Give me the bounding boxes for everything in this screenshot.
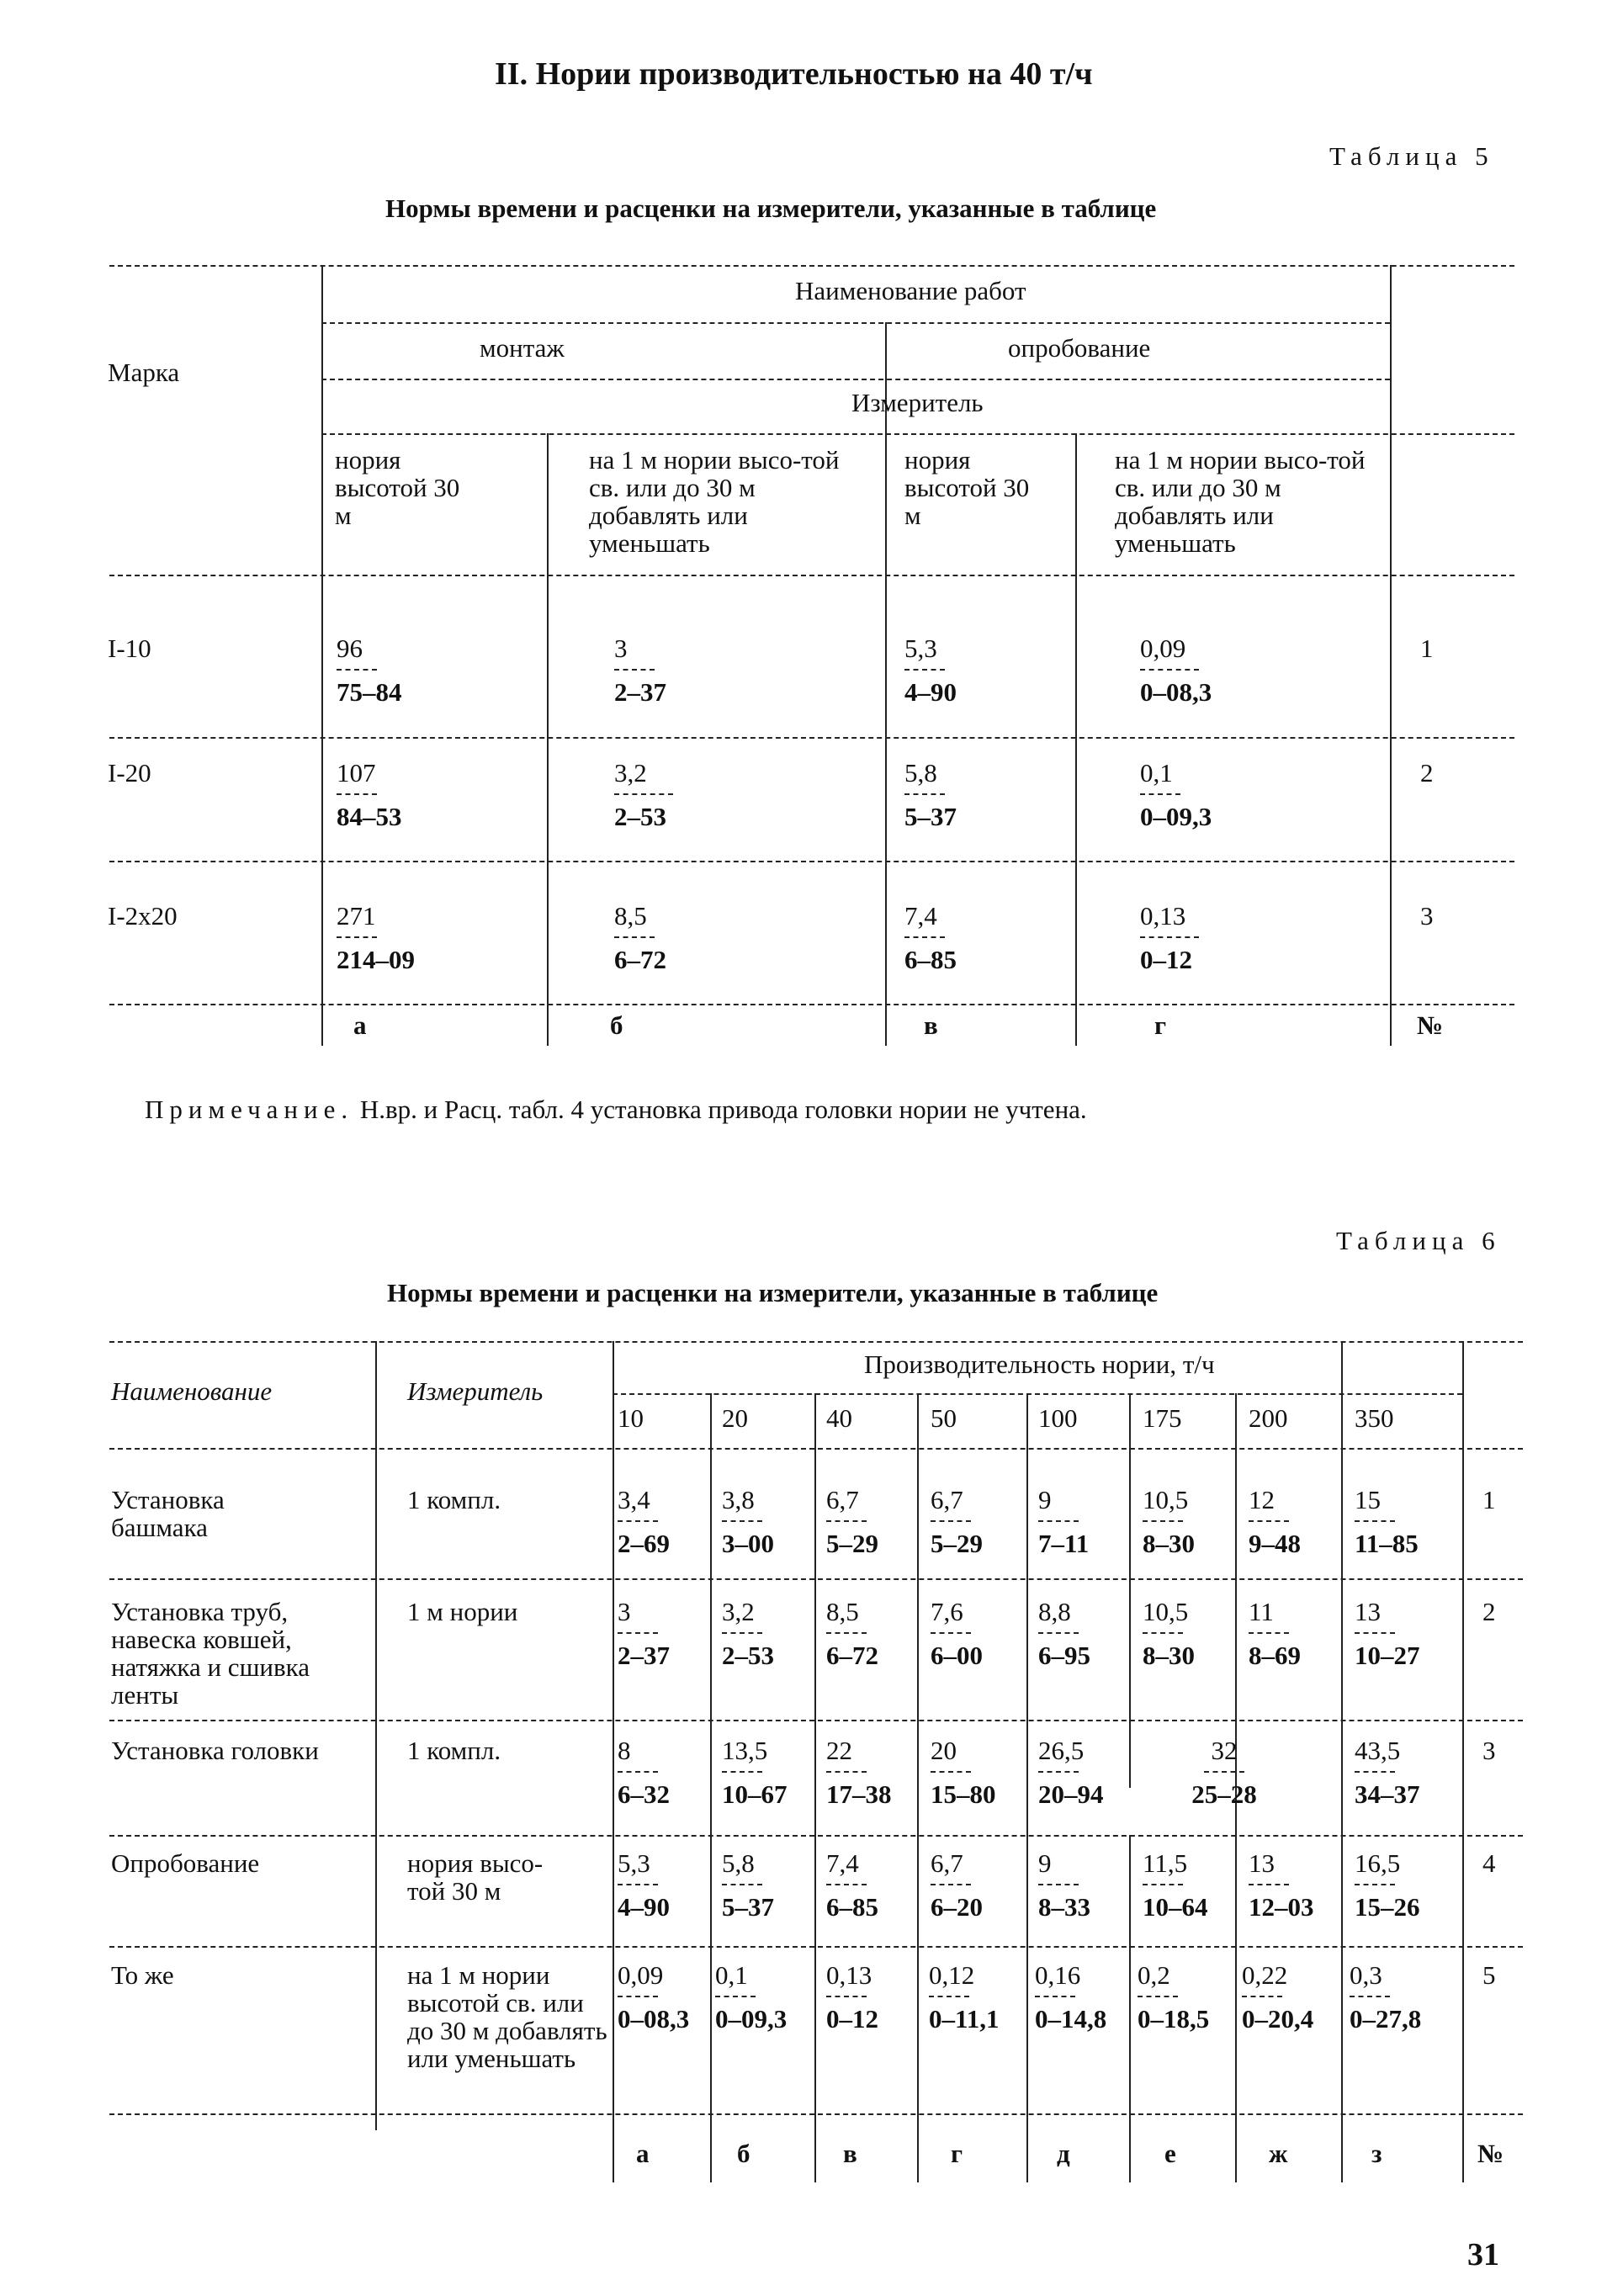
norm-time: 3,2 [722, 1597, 755, 1626]
rate: 17–38 [826, 1779, 892, 1809]
norm-time: 10,5 [1143, 1597, 1189, 1626]
t6-row5-cell-1 [618, 1961, 689, 2034]
norm-time: 13 [1355, 1597, 1381, 1626]
norm-time: 13,5 [722, 1736, 768, 1765]
rate: 0–18,5 [1138, 2004, 1210, 2034]
t5-vline-5 [1390, 265, 1392, 1046]
t6-row3-cell-8 [1355, 1737, 1420, 1809]
t5-head-add1: на 1 м нории высо-той св. или до 30 м добавлять или уменьшать [589, 445, 840, 558]
rate: 0–08,3 [618, 2004, 690, 2034]
rate: 5–37 [904, 802, 957, 831]
rate: 2–37 [614, 677, 666, 707]
norm-time: 3 [614, 634, 628, 663]
t6-row2-cell-3 [826, 1598, 878, 1670]
t5-row1-cell-a [337, 634, 402, 707]
table5-caption: Нормы времени и расценки на измерители, указанные в таблице [385, 194, 1157, 223]
t5-vline-1 [321, 265, 323, 1046]
rate: 2–37 [618, 1641, 670, 1670]
t5-footer-a: а [353, 1010, 367, 1040]
t6-row3-no: 3 [1482, 1736, 1496, 1765]
t6-row1-cell-5 [1038, 1486, 1089, 1558]
t6-row3-cell-5 [1038, 1737, 1104, 1809]
t6-col-6: 175 [1143, 1403, 1182, 1433]
t5-rule-meas [321, 433, 1514, 435]
rate: 0–11,1 [929, 2004, 1000, 2034]
t6-rule-perf [613, 1393, 1462, 1395]
t6-footer-no: № [1477, 2139, 1504, 2168]
rate: 84–53 [337, 802, 402, 831]
norm-time: 3,4 [618, 1485, 650, 1514]
rate: 6–20 [931, 1892, 983, 1922]
t5-vline-4 [1075, 433, 1077, 1046]
t5-head-montazh: монтаж [480, 333, 565, 363]
norm-time: 0,3 [1350, 1960, 1382, 1990]
t6-vline-c7 [1341, 1341, 1343, 2182]
t6-vline-c5 [1129, 1393, 1131, 1788]
norm-time: 3 [618, 1597, 631, 1626]
t5-rule-r2 [109, 861, 1514, 862]
rate: 5–29 [826, 1529, 878, 1558]
t6-row1-cell-2 [722, 1486, 774, 1558]
norm-time: 5,8 [722, 1848, 755, 1878]
t6-footer-e: е [1164, 2139, 1176, 2168]
t6-row1-cell-1 [618, 1486, 670, 1558]
t6-vline-c3 [917, 1393, 919, 2182]
t6-row2-cell-7 [1249, 1598, 1301, 1670]
rate: 4–90 [618, 1892, 670, 1922]
t6-rule-top [109, 1341, 1523, 1343]
t5-head-add2: на 1 м нории высо-той св. или до 30 м добавлять или уменьшать [1115, 445, 1366, 558]
t5-row1-cell-b [614, 634, 666, 707]
t5-footer-b: б [610, 1010, 623, 1040]
t5-vline-2 [547, 433, 549, 1046]
t6-row5-cell-8 [1350, 1961, 1421, 2034]
t6-rule-r2 [109, 1720, 1523, 1721]
t6-head-name: Наименование [111, 1376, 273, 1406]
norm-time: 0,1 [1140, 758, 1173, 787]
t5-rule-head [109, 575, 1514, 576]
t5-row3-cell-b [614, 902, 666, 974]
t6-row5-cell-3 [826, 1961, 878, 2034]
rate: 3–00 [722, 1529, 774, 1558]
note-label: Примечание. [145, 1095, 354, 1124]
t6-row4-cell-4 [931, 1849, 983, 1922]
t6-row5-cell-6 [1138, 1961, 1209, 2034]
t6-footer-zh: ж [1269, 2139, 1288, 2168]
t6-col-5: 100 [1038, 1403, 1078, 1433]
t5-rule-works [321, 322, 1390, 324]
t5-row3-cell-a [337, 902, 415, 974]
t6-vline-c4 [1026, 1393, 1028, 2182]
norm-time: 8,5 [826, 1597, 859, 1626]
t6-row1-cell-6 [1143, 1486, 1195, 1558]
t6-row4-cell-8 [1355, 1849, 1420, 1922]
rate: 6–95 [1038, 1641, 1090, 1670]
rate: 75–84 [337, 677, 402, 707]
note [145, 1095, 1087, 1125]
rate: 6–32 [618, 1779, 670, 1809]
rate: 0–08,3 [1140, 677, 1212, 707]
norm-time: 0,1 [715, 1960, 748, 1990]
t6-footer-a: а [636, 2139, 650, 2168]
norm-time: 271 [337, 901, 376, 931]
t6-row1-cell-4 [931, 1486, 983, 1558]
t6-row3-cell-3 [826, 1737, 892, 1809]
t6-row1-name: Установка башмака [111, 1485, 225, 1542]
norm-time: 5,3 [618, 1848, 650, 1878]
norm-time: 26,5 [1038, 1736, 1085, 1765]
t5-head-marka: Марка [108, 358, 180, 387]
t6-row2-measure: 1 м нории [407, 1597, 518, 1626]
rate: 7–11 [1038, 1529, 1090, 1558]
t6-row2-cell-1 [618, 1598, 670, 1670]
t5-footer-no: № [1417, 1010, 1444, 1040]
t6-col-1: 10 [618, 1403, 644, 1433]
t5-row2-cell-g [1140, 759, 1212, 831]
t6-footer-z: з [1371, 2139, 1382, 2168]
norm-time: 0,13 [1140, 901, 1186, 931]
norm-time: 6,7 [931, 1485, 963, 1514]
rate: 25–28 [1191, 1779, 1257, 1809]
t6-footer-v: в [843, 2139, 857, 2168]
rate: 2–53 [722, 1641, 774, 1670]
t5-head-oprobovanie: опробование [1008, 333, 1151, 363]
t6-row1-cell-8 [1355, 1486, 1419, 1558]
rate: 15–26 [1355, 1892, 1420, 1922]
rate: 5–37 [722, 1892, 774, 1922]
rate: 6–72 [614, 945, 666, 974]
rate: 8–30 [1143, 1641, 1195, 1670]
rate: 2–53 [614, 802, 666, 831]
rate: 34–37 [1355, 1779, 1420, 1809]
t6-row5-name: То же [111, 1960, 174, 1990]
t5-footer-v: в [924, 1010, 938, 1040]
norm-time: 0,13 [826, 1960, 872, 1990]
rate: 4–90 [904, 677, 957, 707]
t6-vline-c8 [1462, 1341, 1464, 2182]
t6-row5-cell-2 [715, 1961, 787, 2034]
norm-time: 13 [1249, 1848, 1275, 1878]
t6-row4-cell-5 [1038, 1849, 1090, 1922]
t5-row3-cell-g [1140, 902, 1199, 974]
rate: 8–33 [1038, 1892, 1090, 1922]
norm-time: 32 [1211, 1736, 1238, 1765]
norm-time: 0,09 [1140, 634, 1186, 663]
t6-row1-cell-3 [826, 1486, 878, 1558]
rate: 15–80 [931, 1779, 996, 1809]
t6-row3-name: Установка головки [111, 1736, 319, 1765]
t6-row4-cell-3 [826, 1849, 878, 1922]
t6-row2-cell-4 [931, 1598, 983, 1670]
rate: 8–69 [1249, 1641, 1301, 1670]
t6-row4-cell-1 [618, 1849, 670, 1922]
norm-time: 7,4 [826, 1848, 859, 1878]
rate: 10–64 [1143, 1892, 1208, 1922]
t6-vline-name [375, 1341, 377, 2130]
t6-col-8: 350 [1355, 1403, 1394, 1433]
table5-label: Таблица 5 [1329, 141, 1494, 171]
norm-time: 7,4 [904, 901, 937, 931]
norm-time: 0,09 [618, 1960, 664, 1990]
norm-time: 16,5 [1355, 1848, 1401, 1878]
rate: 9–48 [1249, 1529, 1301, 1558]
t5-rule-r1 [109, 737, 1514, 739]
t6-row4-measure: нория высо-той 30 м [407, 1848, 544, 1906]
norm-time: 8,5 [614, 901, 647, 931]
t6-col-3: 40 [826, 1403, 852, 1433]
t6-head-measure: Измеритель [407, 1376, 544, 1406]
t6-row5-cell-5 [1035, 1961, 1106, 2034]
norm-time: 96 [337, 634, 363, 663]
t6-rule-head [109, 1448, 1523, 1450]
t5-row1-no: 1 [1420, 634, 1434, 663]
t5-row2-cell-a [337, 759, 402, 831]
t5-rule-r3 [109, 1004, 1514, 1005]
t6-rule-r5 [109, 2113, 1523, 2115]
rate: 12–03 [1249, 1892, 1314, 1922]
page-number: 31 [1467, 2237, 1499, 2272]
norm-time: 5,8 [904, 758, 937, 787]
norm-time: 43,5 [1355, 1736, 1401, 1765]
t5-row3-no: 3 [1420, 901, 1434, 931]
norm-time: 0,2 [1138, 1960, 1170, 1990]
norm-time: 8,8 [1038, 1597, 1071, 1626]
t6-vline-c1 [710, 1393, 712, 2182]
rate: 10–27 [1355, 1641, 1420, 1670]
rate: 6–85 [826, 1892, 878, 1922]
norm-time: 0,12 [929, 1960, 975, 1990]
t6-footer-g: г [951, 2139, 963, 2168]
t5-row1-mark: I-10 [108, 634, 151, 663]
t6-row4-cell-6 [1143, 1849, 1208, 1922]
t6-row2-cell-5 [1038, 1598, 1090, 1670]
norm-time: 5,3 [904, 634, 937, 663]
t6-head-perf: Производительность нории, т/ч [864, 1349, 1215, 1379]
norm-time: 107 [337, 758, 376, 787]
t6-row4-cell-2 [722, 1849, 774, 1922]
rate: 0–27,8 [1350, 2004, 1422, 2034]
t5-rule-top [109, 265, 1514, 267]
rate: 8–30 [1143, 1529, 1195, 1558]
t6-row1-no: 1 [1482, 1485, 1496, 1514]
t6-row4-name: Опробование [111, 1848, 260, 1878]
norm-time: 12 [1249, 1485, 1275, 1514]
norm-time: 3,2 [614, 758, 647, 787]
t6-row1-measure: 1 компл. [407, 1485, 501, 1514]
rate: 0–14,8 [1035, 2004, 1107, 2034]
t5-head-works: Наименование работ [795, 276, 1026, 305]
t6-row1-cell-7 [1249, 1486, 1301, 1558]
t6-row4-no: 4 [1482, 1848, 1496, 1878]
t6-row5-cell-7 [1242, 1961, 1313, 2034]
norm-time: 15 [1355, 1485, 1381, 1514]
norm-time: 6,7 [826, 1485, 859, 1514]
t6-rule-r1 [109, 1578, 1523, 1580]
rate: 6–85 [904, 945, 957, 974]
rate: 2–69 [618, 1529, 670, 1558]
norm-time: 8 [618, 1736, 631, 1765]
norm-time: 10,5 [1143, 1485, 1189, 1514]
t6-row3-cell-merged [1153, 1737, 1296, 1809]
norm-time: 9 [1038, 1485, 1052, 1514]
t6-vline-measure [613, 1341, 614, 2182]
rate: 214–09 [337, 945, 415, 974]
norm-time: 7,6 [931, 1597, 963, 1626]
t6-vline-c5b [1129, 1835, 1131, 2182]
t5-rule-sub [321, 379, 1390, 380]
t6-row2-no: 2 [1482, 1597, 1496, 1626]
t6-row2-cell-2 [722, 1598, 774, 1670]
t5-row1-cell-g [1140, 634, 1212, 707]
rate: 20–94 [1038, 1779, 1104, 1809]
norm-time: 11,5 [1143, 1848, 1188, 1878]
t6-row5-measure: на 1 м нории высотой св. или до 30 м добавлять или уменьшать [407, 1960, 607, 2073]
norm-time: 20 [931, 1736, 957, 1765]
t5-row1-cell-v [904, 634, 957, 707]
section-title: II. Нории производительностью на 40 т/ч [495, 56, 1093, 92]
t6-row5-cell-4 [929, 1961, 1000, 2034]
rate: 11–85 [1355, 1529, 1419, 1558]
t6-row4-cell-7 [1249, 1849, 1314, 1922]
t6-row3-cell-1 [618, 1737, 670, 1809]
rate: 0–12 [826, 2004, 878, 2034]
rate: 5–29 [931, 1529, 983, 1558]
norm-time: 0,16 [1035, 1960, 1081, 1990]
t6-rule-r4 [109, 1946, 1523, 1948]
rate: 10–67 [722, 1779, 788, 1809]
t5-row3-cell-v [904, 902, 957, 974]
t6-row3-cell-4 [931, 1737, 996, 1809]
t6-rule-r3 [109, 1835, 1523, 1837]
t6-col-7: 200 [1249, 1403, 1288, 1433]
t6-col-2: 20 [722, 1403, 748, 1433]
t6-row5-no: 5 [1482, 1960, 1496, 1990]
norm-time: 22 [826, 1736, 852, 1765]
t6-col-4: 50 [931, 1403, 957, 1433]
t5-footer-g: г [1154, 1010, 1167, 1040]
norm-time: 11 [1249, 1597, 1274, 1626]
rate: 0–09,3 [1140, 802, 1212, 831]
t5-head-izmeritel: Измеритель [851, 388, 984, 417]
norm-time: 9 [1038, 1848, 1052, 1878]
note-text: Н.вр. и Расц. табл. 4 установка привода головки нории не учтена. [359, 1095, 1087, 1124]
t5-row2-mark: I-20 [108, 758, 151, 787]
t6-footer-d: д [1057, 2139, 1070, 2168]
t5-head-nor1: нория высотой 30 м [335, 445, 460, 530]
t6-row2-name: Установка труб, навеска ковшей, натяжка и сшивка ленты [111, 1597, 310, 1710]
rate: 0–20,4 [1242, 2004, 1314, 2034]
t6-row2-cell-8 [1355, 1598, 1420, 1670]
norm-time: 0,22 [1242, 1960, 1288, 1990]
t6-row2-cell-6 [1143, 1598, 1195, 1670]
rate: 6–00 [931, 1641, 983, 1670]
t6-footer-b: б [737, 2139, 750, 2168]
t5-head-nor2: нория высотой 30 м [904, 445, 1030, 530]
rate: 0–12 [1140, 945, 1192, 974]
t6-row3-cell-2 [722, 1737, 788, 1809]
t5-row2-cell-b [614, 759, 673, 831]
norm-time: 6,7 [931, 1848, 963, 1878]
rate: 6–72 [826, 1641, 878, 1670]
t6-vline-c2 [814, 1393, 816, 2182]
t6-row3-measure: 1 компл. [407, 1736, 501, 1765]
t5-row2-cell-v [904, 759, 957, 831]
t5-row3-mark: I-2x20 [108, 901, 178, 931]
norm-time: 3,8 [722, 1485, 755, 1514]
rate: 0–09,3 [715, 2004, 788, 2034]
t5-row2-no: 2 [1420, 758, 1434, 787]
t5-vline-3 [885, 322, 887, 1046]
table6-label: Таблица 6 [1336, 1226, 1501, 1255]
table6-caption: Нормы времени и расценки на измерители, указанные в таблице [387, 1278, 1159, 1307]
